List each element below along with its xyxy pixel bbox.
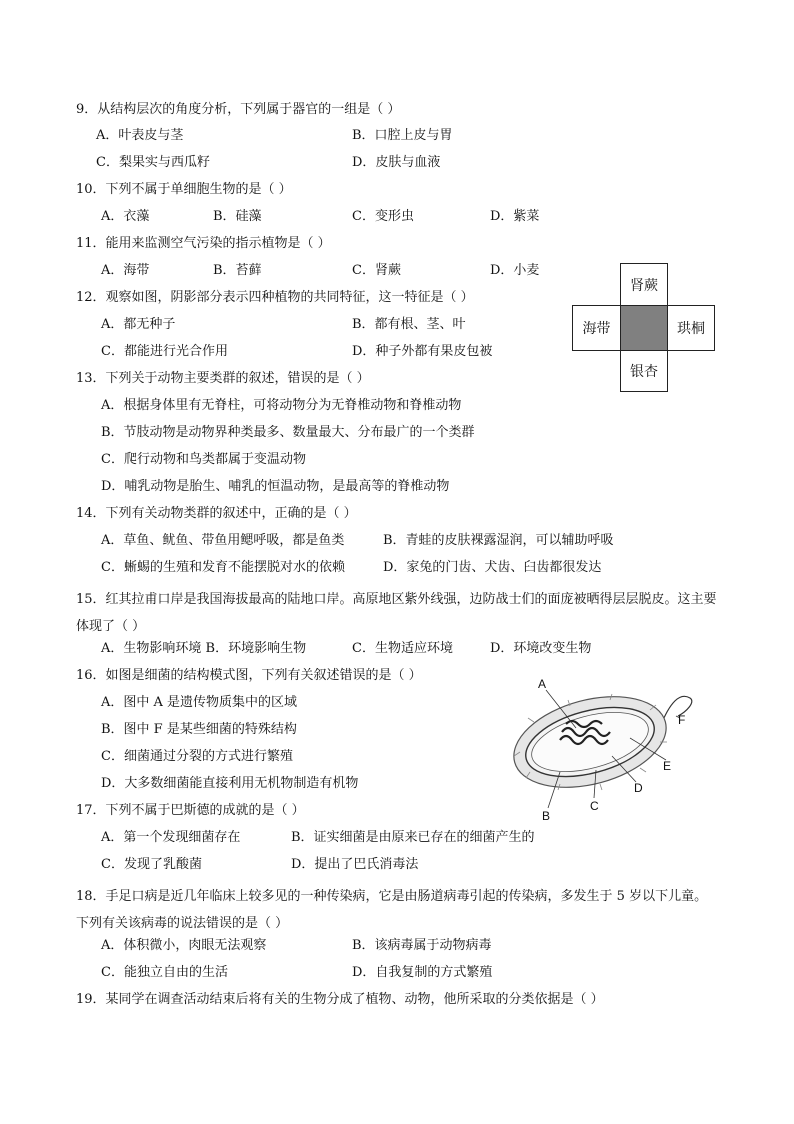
plant-box-right: 珙桐 (667, 305, 715, 351)
question-16-option-c: C．细菌通过分裂的方式进行繁殖 (101, 749, 293, 764)
question-10-option-c: C．变形虫 (352, 209, 414, 224)
question-18-option-b: B．该病毒属于动物病毒 (352, 938, 492, 953)
question-12-stem: 12．观察如图，阴影部分表示四种植物的共同特征，这一特征是（ ） (76, 290, 474, 305)
question-11-option-c: C．肾蕨 (352, 263, 401, 278)
question-17-stem: 17．下列不属于巴斯德的成就的是（ ） (76, 803, 305, 818)
question-14-option-b: B．青蛙的皮肤裸露湿润，可以辅助呼吸 (383, 533, 614, 548)
question-11-option-b: B．苔藓 (213, 263, 262, 278)
question-19-stem: 19．某同学在调查活动结束后将有关的生物分成了植物、动物，他所采取的分类依据是（ ） (76, 992, 604, 1007)
question-18-option-a: A．体积微小，肉眼无法观察 (101, 938, 267, 953)
question-10-option-d: D．紫菜 (490, 209, 540, 224)
question-14-option-c: C．蜥蜴的生殖和发育不能摆脱对水的依赖 (101, 560, 345, 575)
label-a: A (538, 677, 547, 691)
plant-box-left: 海带 (572, 305, 621, 351)
question-14-stem: 14．下列有关动物类群的叙述中，正确的是（ ） (76, 506, 357, 521)
question-17-option-a: A．第一个发现细菌存在 (101, 830, 241, 845)
question-9-stem: 9．从结构层次的角度分析，下列属于器官的一组是（ ） (76, 102, 401, 117)
question-13-option-b: B．节肢动物是动物界种类最多、数量最大、分布最广的一个类群 (101, 425, 475, 440)
question-11-option-a: A．海带 (101, 263, 150, 278)
bacteria-diagram (500, 672, 700, 822)
question-10-option-b: B．硅藻 (213, 209, 262, 224)
question-12-option-a: A．都无种子 (101, 317, 176, 332)
question-17-option-d: D．提出了巴氏消毒法 (291, 857, 419, 872)
question-15-stem: 15．红其拉甫口岸是我国海拔最高的陆地口岸。高原地区紫外线强，边防战士们的面庞被晒得层层脱皮。这主要体现了（ ） (76, 592, 717, 634)
question-15-option-ab: A．生物影响环境 B．环境影响生物 (101, 641, 307, 656)
question-16-stem: 16．如图是细菌的结构模式图，下列有关叙述错误的是（ ） (76, 668, 422, 683)
label-b: B (542, 809, 551, 822)
label-e: E (663, 759, 672, 773)
question-16-option-b: B．图中 F 是某些细菌的特殊结构 (101, 722, 297, 737)
question-18-option-c: C．能独立自由的生活 (101, 965, 228, 980)
question-18-stem: 18．手足口病是近几年临床上较多见的一种传染病，它是由肠道病毒引起的传染病，多发生于 5 岁以下儿童。下列有关该病毒的说法错误的是（ ） (76, 889, 708, 931)
question-9-option-b: B．口腔上皮与胃 (352, 128, 453, 143)
question-12-option-b: B．都有根、茎、叶 (352, 317, 466, 332)
question-13-option-d: D．哺乳动物是胎生、哺乳的恒温动物，是最高等的脊椎动物 (101, 479, 450, 494)
question-14-option-d: D．家兔的门齿、犬齿、臼齿都很发达 (383, 560, 602, 575)
question-12-option-c: C．都能进行光合作用 (101, 344, 228, 359)
question-13-option-c: C．爬行动物和鸟类都属于变温动物 (101, 452, 306, 467)
label-d: D (634, 781, 643, 795)
question-15-option-c: C．生物适应环境 (352, 641, 453, 656)
question-17-option-c: C．发现了乳酸菌 (101, 857, 202, 872)
question-18-option-d: D．自我复制的方式繁殖 (352, 965, 493, 980)
question-13-stem: 13．下列关于动物主要类群的叙述，错误的是（ ） (76, 371, 370, 386)
question-9-option-a: A．叶表皮与茎 (96, 128, 184, 143)
question-9-option-c: C．梨果实与西瓜籽 (96, 155, 210, 170)
label-c: C (590, 799, 599, 813)
question-14-option-a: A．草鱼、鱿鱼、带鱼用鳃呼吸，都是鱼类 (101, 533, 345, 548)
question-11-option-d: D．小麦 (490, 263, 540, 278)
question-12-option-d: D．种子外都有果皮包被 (352, 344, 493, 359)
question-11-stem: 11．能用来监测空气污染的指示植物是（ ） (76, 236, 331, 251)
question-17-option-b: B．证实细菌是由原来已存在的细菌产生的 (291, 830, 535, 845)
question-10-stem: 10．下列不属于单细胞生物的是（ ） (76, 182, 292, 197)
plant-box-shaded-center (620, 305, 668, 351)
question-16-option-a: A．图中 A 是遗传物质集中的区域 (101, 695, 298, 710)
question-9-option-d: D．皮肤与血液 (352, 155, 441, 170)
question-15-option-d: D．环境改变生物 (490, 641, 592, 656)
question-10-option-a: A．衣藻 (101, 209, 150, 224)
question-16-option-d: D．大多数细菌能直接利用无机物制造有机物 (101, 776, 359, 791)
question-13-option-a: A．根据身体里有无脊柱，可将动物分为无脊椎动物和脊椎动物 (101, 398, 462, 413)
plant-box-top: 肾蕨 (620, 263, 668, 306)
label-f: F (678, 713, 686, 727)
plant-box-bottom: 银杏 (620, 350, 668, 392)
